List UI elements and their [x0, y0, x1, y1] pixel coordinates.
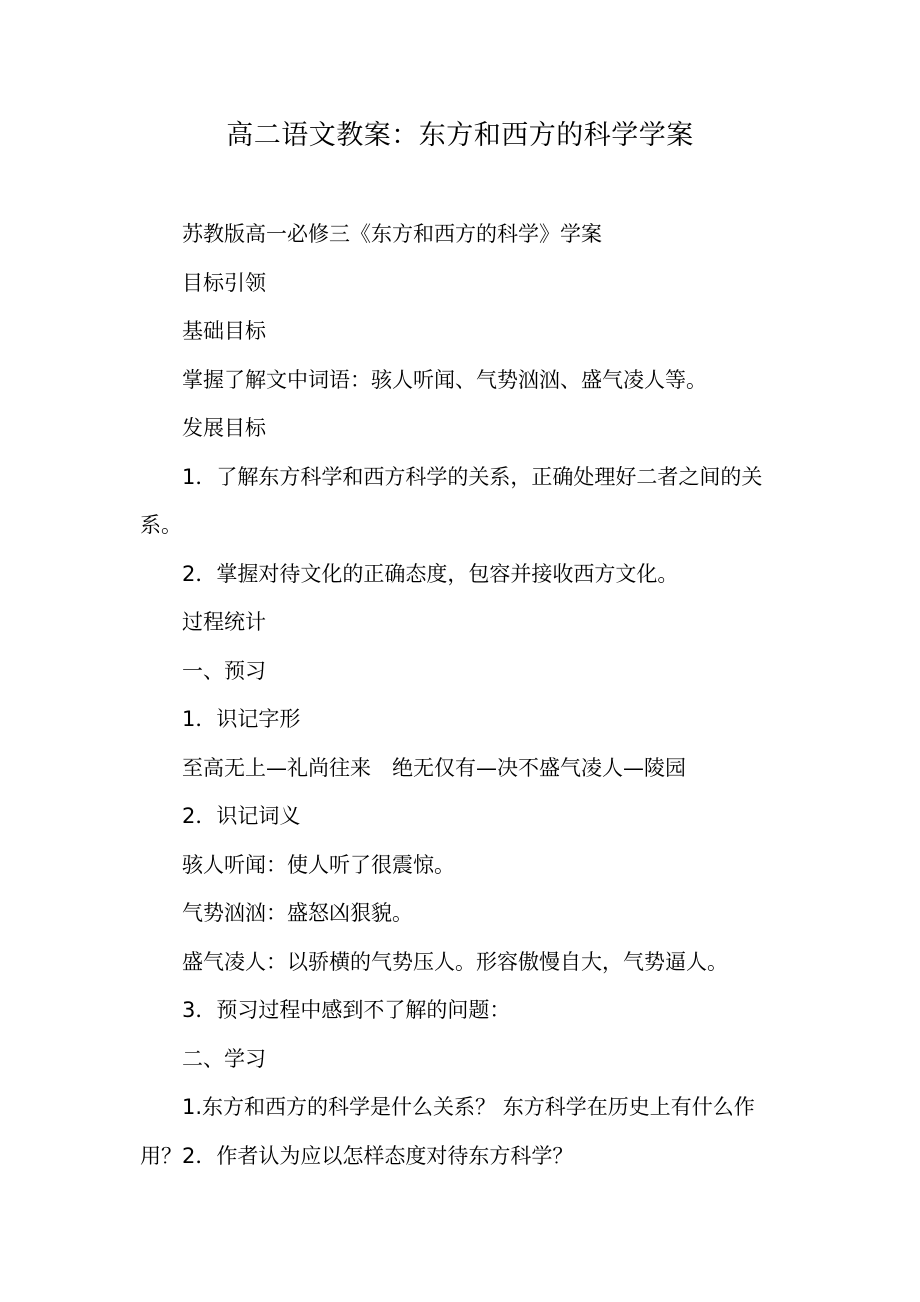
document-body — [140, 210, 784, 1180]
paragraph-goal-2: 2．掌握对待文化的正确态度，包容并接收西方文化。 — [182, 561, 679, 586]
heading-preview: 一、预习 — [182, 658, 266, 683]
paragraph-preview-question: 3．预习过程中感到不了解的问题： — [182, 998, 511, 1022]
definition-2: 气势汹汹：盛怒凶狠貌。 — [182, 901, 413, 925]
heading-character-form: 1．识记字形 — [182, 707, 301, 731]
paragraph-goal-1: 1．了解东方科学和西方科学的关系，正确处理好二者之间的关系。 — [140, 464, 763, 537]
definition-3: 盛气凌人：以骄横的气势压人。形容傲慢自大，气势逼人。 — [182, 949, 728, 974]
heading-development-goal: 发展目标 — [182, 416, 266, 440]
paragraph-basic-goal: 掌握了解文中词语：骇人听闻、气势汹汹、盛气凌人等。 — [182, 367, 707, 392]
heading-basic-goal: 基础目标 — [182, 319, 266, 343]
definition-1: 骇人听闻：使人听了很震惊。 — [182, 852, 455, 877]
paragraph-character-form: 至高无上—礼尚往来 绝无仅有—决不盛气凌人—陵园 — [182, 755, 686, 780]
paragraph-textbook-edition: 苏教版高一必修三《东方和西方的科学》学案 — [182, 222, 602, 246]
paragraph-study-questions: 1.东方和西方的科学是什么关系？ 东方科学在历史上有什么作用？2．作者认为应以怎样态度对待东方科学？ — [140, 1095, 755, 1168]
document-title: 高二语文教案：东方和西方的科学学案 — [226, 120, 694, 151]
heading-goal-guidance: 目标引领 — [182, 270, 266, 295]
heading-process: 过程统计 — [182, 610, 266, 634]
heading-study: 二、学习 — [182, 1046, 266, 1071]
heading-word-meaning: 2．识记词义 — [182, 804, 301, 828]
